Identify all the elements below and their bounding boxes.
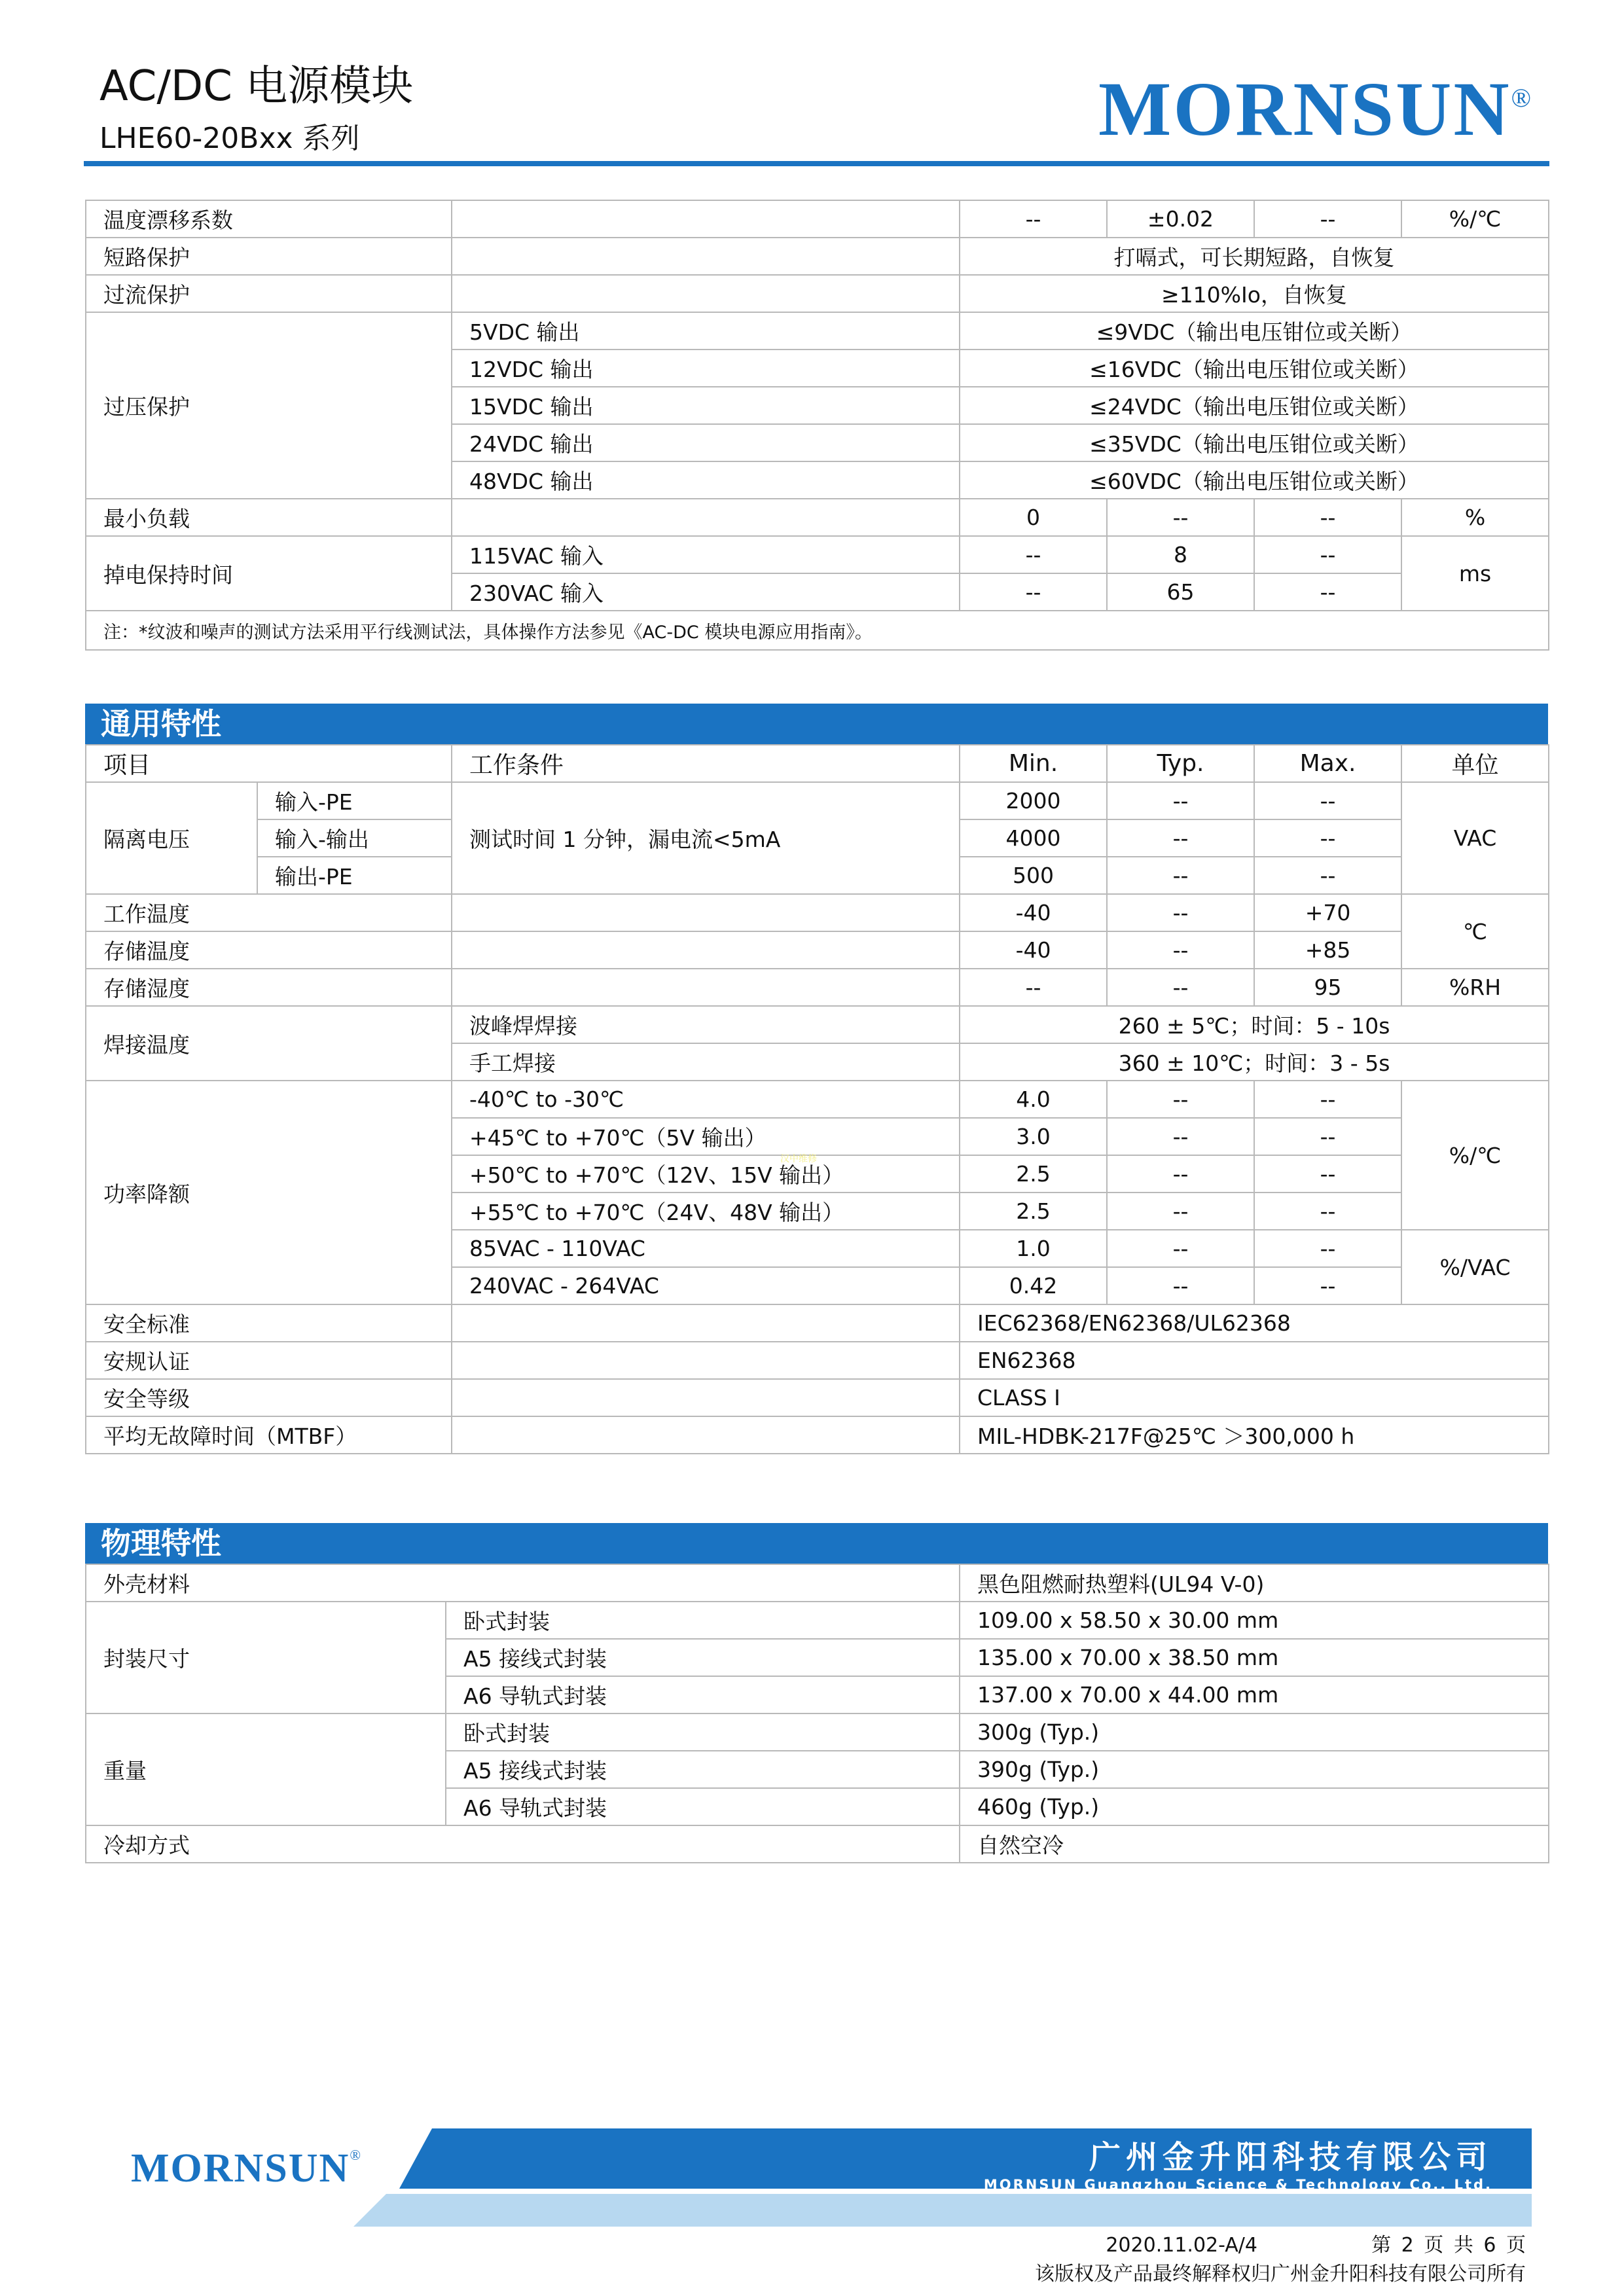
min-cell: --: [960, 200, 1107, 238]
cond-cell: [452, 1304, 960, 1342]
cond-cell: [452, 894, 960, 931]
section-title-physical: 物理特性: [85, 1523, 1548, 1564]
value-cell: 自然空冷: [960, 1825, 1549, 1863]
unit-cell: ℃: [1401, 894, 1549, 969]
max-cell: --: [1254, 857, 1401, 894]
cond-cell: [452, 931, 960, 969]
typ-cell: --: [1107, 857, 1254, 894]
value-cell: ≤16VDC（输出电压钳位或关断）: [960, 350, 1549, 387]
value-cell: 135.00 x 70.00 x 38.50 mm: [960, 1639, 1549, 1676]
unit-cell: %: [1401, 499, 1549, 536]
cond-cell: A6 导轨式封装: [446, 1676, 960, 1713]
table-row: [86, 1379, 1549, 1416]
typ-cell: --: [1107, 894, 1254, 931]
value-cell: IEC62368/EN62368/UL62368: [960, 1304, 1549, 1342]
typ-cell: 65: [1107, 573, 1254, 611]
unit-cell: VAC: [1401, 782, 1549, 894]
cond-cell: [452, 275, 960, 312]
cond-cell: 卧式封装: [446, 1713, 960, 1751]
cond-cell: +45℃ to +70℃（5V 输出）: [452, 1118, 960, 1155]
unit-cell: %/℃: [1401, 1081, 1549, 1230]
cond-cell: [452, 499, 960, 536]
series-name: LHE60-20Bxx 系列: [99, 122, 360, 155]
item-cell: 安全等级: [86, 1379, 452, 1416]
max-cell: +70: [1254, 894, 1401, 931]
table-row: [86, 894, 1549, 931]
max-cell: --: [1254, 200, 1401, 238]
item-cell: 重量: [86, 1713, 446, 1825]
min-cell: 1.0: [960, 1230, 1107, 1267]
item-cell: 安全标准: [86, 1304, 452, 1342]
revision-date: 2020.11.02-A/4: [1106, 2234, 1257, 2257]
item-cell: 焊接温度: [86, 1006, 452, 1081]
table-row: [86, 1713, 1549, 1751]
typ-cell: --: [1107, 782, 1254, 819]
header-cond: 工作条件: [452, 745, 960, 782]
table-row: [86, 1564, 1549, 1602]
table-row: [86, 1416, 1549, 1454]
cond-cell: +55℃ to +70℃（24V、48V 输出）: [452, 1193, 960, 1230]
header-rule: [84, 161, 1549, 166]
cond-cell: 测试时间 1 分钟，漏电流<5mA: [452, 782, 960, 894]
table-header-row: [86, 745, 1549, 782]
item-cell: 温度漂移系数: [86, 200, 452, 238]
document-title: AC/DC 电源模块: [99, 62, 414, 111]
watermark: 汉中维修: [780, 1154, 817, 1164]
typ-cell: ±0.02: [1107, 200, 1254, 238]
max-cell: --: [1254, 1081, 1401, 1118]
min-cell: 2000: [960, 782, 1107, 819]
min-cell: -40: [960, 931, 1107, 969]
value-cell: ≤24VDC（输出电压钳位或关断）: [960, 387, 1549, 424]
item-cell: 平均无故障时间（MTBF）: [86, 1416, 452, 1454]
typ-cell: --: [1107, 1267, 1254, 1304]
table-row: [86, 969, 1549, 1006]
min-cell: 3.0: [960, 1118, 1107, 1155]
unit-cell: %/℃: [1401, 200, 1549, 238]
max-cell: +85: [1254, 931, 1401, 969]
brand-logo: [1098, 66, 1531, 152]
cond-cell: [452, 238, 960, 275]
cond-cell: [452, 200, 960, 238]
item-cell: 功率降额: [86, 1081, 452, 1304]
min-cell: 0: [960, 499, 1107, 536]
header-max: Max.: [1254, 745, 1401, 782]
value-cell: ≤60VDC（输出电压钳位或关断）: [960, 461, 1549, 499]
value-cell: 300g (Typ.): [960, 1713, 1549, 1751]
table-row: [86, 1006, 1549, 1043]
copyright-notice: 该版权及产品最终解释权归广州金升阳科技有限公司所有: [1035, 2263, 1526, 2286]
header-unit: 单位: [1401, 745, 1549, 782]
value-cell: 260 ± 5℃；时间：5 - 10s: [960, 1006, 1549, 1043]
cond-cell: A6 导轨式封装: [446, 1788, 960, 1825]
footer-registered-mark: ®: [350, 2147, 361, 2163]
value-cell: MIL-HDBK-217F@25℃ ＞300,000 h: [960, 1416, 1549, 1454]
header-typ: Typ.: [1107, 745, 1254, 782]
value-cell: 打嗝式，可长期短路，自恢复: [960, 238, 1549, 275]
registered-mark: ®: [1511, 83, 1531, 113]
typ-cell: --: [1107, 499, 1254, 536]
section-title-general: 通用特性: [85, 704, 1548, 744]
table-row: [86, 312, 1549, 350]
typ-cell: --: [1107, 931, 1254, 969]
max-cell: --: [1254, 499, 1401, 536]
min-cell: --: [960, 573, 1107, 611]
cond-cell: 波峰焊焊接: [452, 1006, 960, 1043]
table-row: [86, 1081, 1549, 1118]
cond-cell: 12VDC 输出: [452, 350, 960, 387]
typ-cell: --: [1107, 1155, 1254, 1193]
typ-cell: --: [1107, 1193, 1254, 1230]
max-cell: --: [1254, 819, 1401, 857]
table-note: 注：*纹波和噪声的测试方法采用平行线测试法，具体操作方法参见《AC-DC 模块电源应用指南》。: [86, 611, 1549, 650]
max-cell: --: [1254, 1118, 1401, 1155]
typ-cell: --: [1107, 1081, 1254, 1118]
min-cell: 4000: [960, 819, 1107, 857]
cond-cell: 48VDC 输出: [452, 461, 960, 499]
unit-cell: %RH: [1401, 969, 1549, 1006]
min-cell: --: [960, 536, 1107, 573]
value-cell: ≤35VDC（输出电压钳位或关断）: [960, 424, 1549, 461]
table-row: [86, 1304, 1549, 1342]
table-row: [86, 275, 1549, 312]
item-cell: 安规认证: [86, 1342, 452, 1379]
cond-cell: 240VAC - 264VAC: [452, 1267, 960, 1304]
general-spec-table: [85, 744, 1549, 1454]
min-cell: 0.42: [960, 1267, 1107, 1304]
company-name-cn: 广州金升阳科技有限公司: [1089, 2139, 1492, 2176]
min-cell: 4.0: [960, 1081, 1107, 1118]
cond-cell: [452, 1342, 960, 1379]
table-row: [86, 1342, 1549, 1379]
cond-cell: A5 接线式封装: [446, 1639, 960, 1676]
sub-item-cell: 输入-输出: [257, 819, 452, 857]
unit-cell: %/VAC: [1401, 1230, 1549, 1304]
cond-cell: [452, 1416, 960, 1454]
typ-cell: 8: [1107, 536, 1254, 573]
cond-cell: [452, 1379, 960, 1416]
value-cell: 460g (Typ.): [960, 1788, 1549, 1825]
table-row: [86, 499, 1549, 536]
header-item: 项目: [86, 745, 452, 782]
max-cell: --: [1254, 1267, 1401, 1304]
value-cell: ≥110%Io，自恢复: [960, 275, 1549, 312]
cond-cell: 15VDC 输出: [452, 387, 960, 424]
cond-cell: 5VDC 输出: [452, 312, 960, 350]
cond-cell: 卧式封装: [446, 1602, 960, 1639]
footer-logo: [131, 2148, 361, 2189]
item-cell: 短路保护: [86, 238, 452, 275]
value-cell: 137.00 x 70.00 x 44.00 mm: [960, 1676, 1549, 1713]
max-cell: --: [1254, 573, 1401, 611]
max-cell: 95: [1254, 969, 1401, 1006]
min-cell: 2.5: [960, 1155, 1107, 1193]
cond-cell: 230VAC 输入: [452, 573, 960, 611]
cond-cell: [452, 969, 960, 1006]
item-cell: 掉电保持时间: [86, 536, 452, 611]
company-name-en: MORNSUN Guangzhou Science & Technology Co., Ltd.: [983, 2177, 1492, 2193]
output-spec-table: [85, 200, 1549, 651]
table-row: [86, 1825, 1549, 1863]
cond-cell: 手工焊接: [452, 1043, 960, 1081]
brand-logo-text: MORNSUN: [1098, 66, 1511, 152]
value-cell: ≤9VDC（输出电压钳位或关断）: [960, 312, 1549, 350]
value-cell: 黑色阻燃耐热塑料(UL94 V-0): [960, 1564, 1549, 1602]
max-cell: --: [1254, 1230, 1401, 1267]
min-cell: 500: [960, 857, 1107, 894]
item-cell: 封装尺寸: [86, 1602, 446, 1713]
table-row: [86, 536, 1549, 573]
sub-item-cell: 输出-PE: [257, 857, 452, 894]
max-cell: --: [1254, 782, 1401, 819]
table-row: [86, 200, 1549, 238]
value-cell: 109.00 x 58.50 x 30.00 mm: [960, 1602, 1549, 1639]
page-number: 第 2 页 共 6 页: [1371, 2234, 1526, 2257]
footer-light-band: [353, 2194, 1532, 2227]
typ-cell: --: [1107, 1230, 1254, 1267]
table-row: [86, 1602, 1549, 1639]
item-cell: 最小负载: [86, 499, 452, 536]
min-cell: 2.5: [960, 1193, 1107, 1230]
max-cell: --: [1254, 536, 1401, 573]
value-cell: 390g (Typ.): [960, 1751, 1549, 1788]
footer-banner: [98, 2128, 1532, 2227]
table-row: [86, 782, 1549, 819]
table-row: [86, 238, 1549, 275]
table-note-row: [86, 611, 1549, 650]
max-cell: --: [1254, 1193, 1401, 1230]
typ-cell: --: [1107, 1118, 1254, 1155]
cond-cell: +50℃ to +70℃（12V、15V 输出）: [452, 1155, 960, 1193]
table-row: [86, 931, 1549, 969]
sub-item-cell: 输入-PE: [257, 782, 452, 819]
item-cell: 过压保护: [86, 312, 452, 499]
min-cell: -40: [960, 894, 1107, 931]
item-cell: 外壳材料: [86, 1564, 960, 1602]
header-min: Min.: [960, 745, 1107, 782]
cond-cell: -40℃ to -30℃: [452, 1081, 960, 1118]
value-cell: CLASS I: [960, 1379, 1549, 1416]
typ-cell: --: [1107, 819, 1254, 857]
value-cell: 360 ± 10℃；时间：3 - 5s: [960, 1043, 1549, 1081]
footer-logo-text: MORNSUN: [131, 2146, 350, 2191]
cond-cell: 85VAC - 110VAC: [452, 1230, 960, 1267]
cond-cell: 24VDC 输出: [452, 424, 960, 461]
max-cell: --: [1254, 1155, 1401, 1193]
physical-spec-table: [85, 1564, 1549, 1863]
item-cell: 存储温度: [86, 931, 452, 969]
item-cell: 工作温度: [86, 894, 452, 931]
unit-cell: ms: [1401, 536, 1549, 611]
cond-cell: A5 接线式封装: [446, 1751, 960, 1788]
item-cell: 存储湿度: [86, 969, 452, 1006]
item-cell: 隔离电压: [86, 782, 257, 894]
item-cell: 冷却方式: [86, 1825, 960, 1863]
cond-cell: 115VAC 输入: [452, 536, 960, 573]
min-cell: --: [960, 969, 1107, 1006]
typ-cell: --: [1107, 969, 1254, 1006]
value-cell: EN62368: [960, 1342, 1549, 1379]
item-cell: 过流保护: [86, 275, 452, 312]
